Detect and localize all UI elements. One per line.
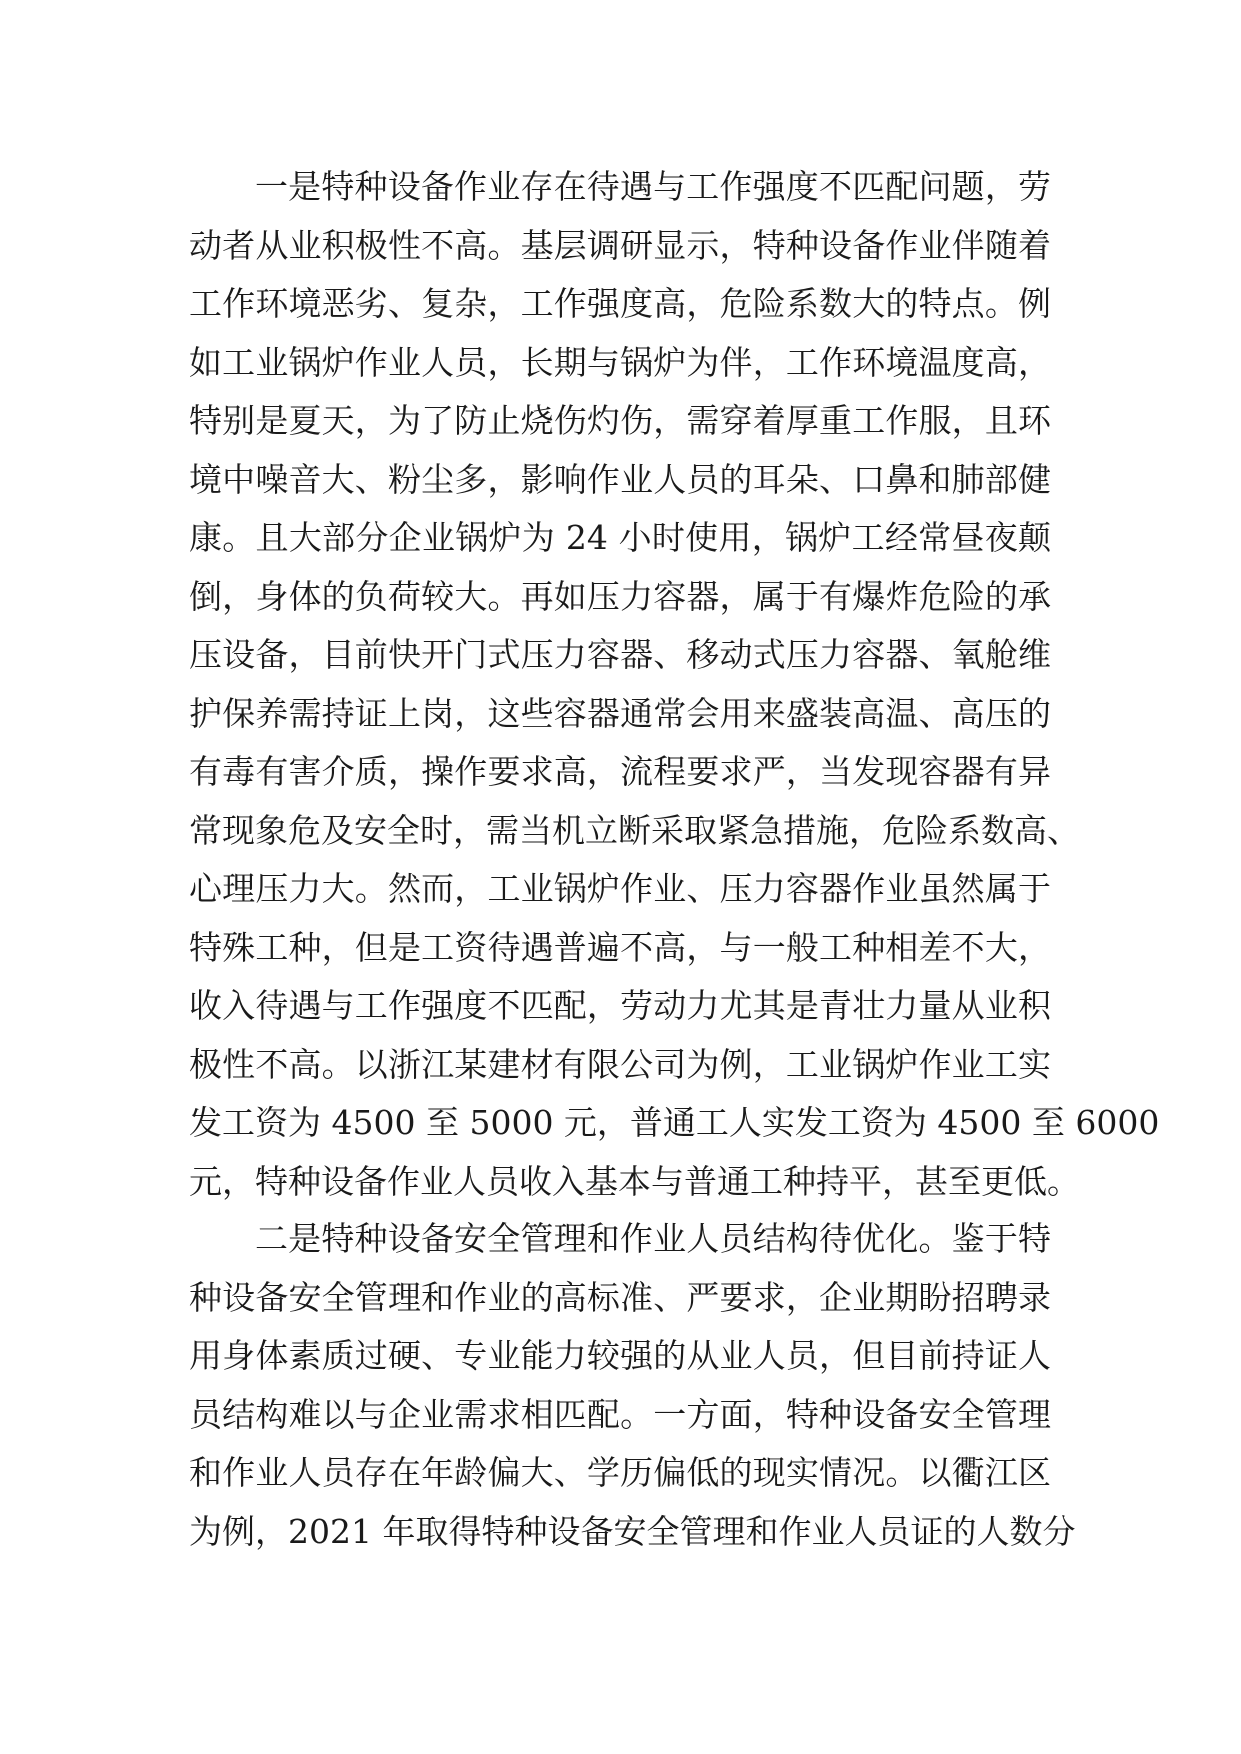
text-line: 境中噪音大、粉尘多，影响作业人员的耳朵、口鼻和肺部健 — [189, 459, 1051, 499]
text-line: 元，特种设备作业人员收入基本与普通工种持平，甚至更低。 — [189, 1161, 1080, 1201]
text-line: 心理压力大。然而，工业锅炉作业、压力容器作业虽然属于 — [189, 869, 1051, 908]
text-line: 常现象危及安全时，需当机立断采取紧急措施，危险系数高、 — [189, 810, 1080, 850]
text-line: 特别是夏天，为了防止烧伤灼伤，需穿着厚重工作服，且环 — [189, 401, 1051, 440]
text-line: 一是特种设备作业存在待遇与工作强度不匹配问题，劳 — [255, 167, 1051, 206]
text-line: 康。且大部分企业锅炉为 24 小时使用，锅炉工经常昼夜颠 — [189, 518, 1051, 557]
text-line: 种设备安全管理和作业的高标准、严要求，企业期盼招聘录 — [189, 1277, 1051, 1317]
text-line: 收入待遇与工作强度不匹配，劳动力尤其是青壮力量从业积 — [189, 986, 1051, 1025]
paragraph-2 — [189, 1210, 1076, 1561]
text-line: 极性不高。以浙江某建材有限公司为例，工业锅炉作业工实 — [189, 1044, 1051, 1084]
text-line: 用身体素质过硬、专业能力较强的从业人员，但目前持证人 — [189, 1336, 1051, 1375]
text-line: 工作环境恶劣、复杂，工作强度高，危险系数大的特点。例 — [189, 284, 1051, 323]
text-line: 有毒有害介质，操作要求高，流程要求严，当发现容器有异 — [189, 752, 1051, 791]
text-line: 倒，身体的负荷较大。再如压力容器，属于有爆炸危险的承 — [189, 576, 1051, 616]
text-line: 护保养需持证上岗，这些容器通常会用来盛装高温、高压的 — [189, 693, 1051, 733]
text-line: 为例，2021 年取得特种设备安全管理和作业人员证的人数分 — [189, 1511, 1076, 1551]
text-line: 员结构难以与企业需求相匹配。一方面，特种设备安全管理 — [189, 1394, 1051, 1434]
text-line: 发工资为 4500 至 5000 元，普通工人实发工资为 4500 至 6000 — [189, 1103, 1160, 1142]
text-line: 压设备，目前快开门式压力容器、移动式压力容器、氧舱维 — [189, 635, 1051, 674]
text-line: 如工业锅炉作业人员，长期与锅炉为伴，工作环境温度高， — [189, 342, 1051, 382]
text-line: 和作业人员存在年龄偏大、学历偏低的现实情况。以衢江区 — [189, 1453, 1051, 1492]
paragraph-1 — [189, 158, 1160, 1211]
text-line: 特殊工种，但是工资待遇普遍不高，与一般工种相差不大， — [189, 927, 1051, 967]
text-line: 动者从业积极性不高。基层调研显示，特种设备作业伴随着 — [189, 225, 1051, 265]
text-line: 二是特种设备安全管理和作业人员结构待优化。鉴于特 — [255, 1219, 1051, 1258]
